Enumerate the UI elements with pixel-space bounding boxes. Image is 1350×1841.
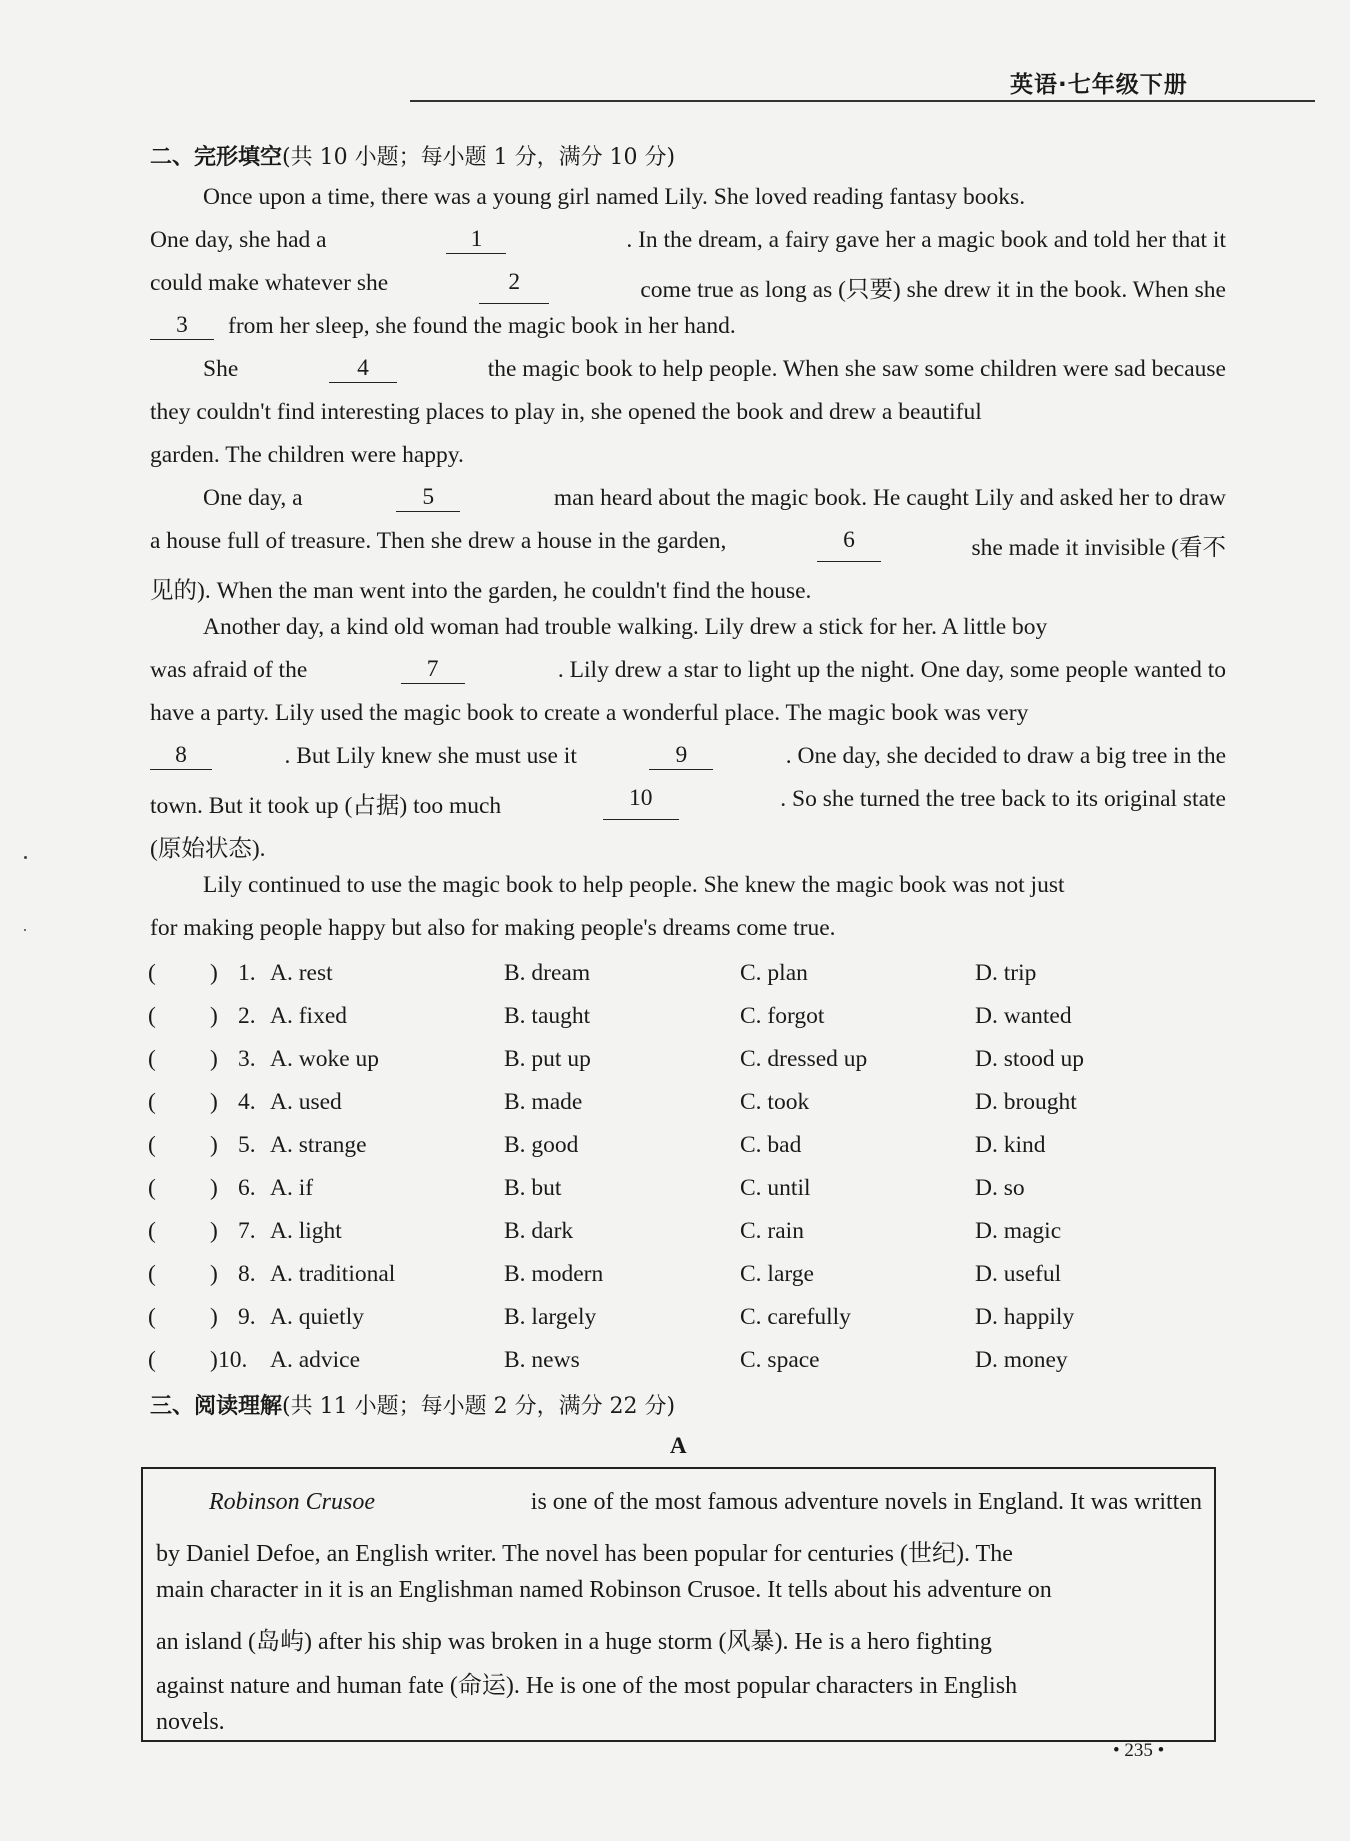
option-b[interactable]: B. news	[504, 1347, 580, 1373]
passage-line	[150, 743, 1226, 770]
passage-line: have a party. Lily used the magic book to create a wonderful place. The magic book was very	[150, 700, 1029, 726]
passage-line: an island (岛屿) after his ship was broken in a huge storm (风暴). He is a hero fighting	[156, 1629, 992, 1655]
passage-line	[203, 485, 1226, 512]
answer-paren-open: (	[148, 1046, 156, 1072]
question-number: 10.	[218, 1347, 248, 1373]
answer-paren-close[interactable]: )	[210, 1304, 218, 1330]
text: a house full of treasure. Then she drew a house in the garden,	[150, 528, 727, 554]
header-rule	[410, 100, 1315, 102]
blank-4[interactable]: 4	[329, 356, 397, 383]
option-d[interactable]: D. money	[975, 1347, 1068, 1373]
question-number: 6.	[238, 1175, 256, 1201]
text: from her sleep, she found the magic book in her hand.	[228, 313, 736, 339]
question-row	[148, 960, 1148, 990]
text: was afraid of the	[150, 657, 308, 683]
passage-line	[150, 313, 1226, 340]
option-d[interactable]: D. happily	[975, 1304, 1075, 1330]
option-a[interactable]: A. strange	[270, 1132, 367, 1158]
question-row	[148, 1347, 1148, 1377]
question-number: 7.	[238, 1218, 256, 1244]
option-c[interactable]: C. took	[740, 1089, 810, 1115]
book-title-italic: Robinson Crusoe	[209, 1489, 376, 1515]
option-c[interactable]: C. carefully	[740, 1304, 851, 1330]
page-number: • 235 •	[1113, 1740, 1165, 1761]
passage-line	[150, 227, 1226, 254]
passage-line: garden. The children were happy.	[150, 442, 464, 468]
section-3-heading	[150, 1389, 675, 1420]
section-2-title: 二、完形填空	[150, 145, 283, 170]
text: . In the dream, a fairy gave her a magic book and told her that it	[626, 227, 1226, 253]
text: the magic book to help people. When she saw some children were sad because	[487, 356, 1226, 382]
passage-line: 见的). When the man went into the garden, he couldn't find the house.	[150, 578, 812, 604]
option-c[interactable]: C. bad	[740, 1132, 802, 1158]
text: man heard about the magic book. He caught Lily and asked her to draw	[553, 485, 1226, 511]
section-3-subtitle: (共 11 小题；每小题 2 分，满分 22 分)	[282, 1394, 676, 1419]
question-number: 5.	[238, 1132, 256, 1158]
passage-line	[203, 356, 1226, 383]
section-2-heading	[150, 140, 675, 171]
passage-line	[150, 657, 1226, 684]
option-d[interactable]: D. wanted	[975, 1003, 1072, 1029]
text: is one of the most famous adventure novels in England. It was written	[530, 1489, 1202, 1515]
option-d[interactable]: D. stood up	[975, 1046, 1085, 1072]
answer-paren-open: (	[148, 1175, 156, 1201]
option-b[interactable]: B. modern	[504, 1261, 604, 1287]
text: could make whatever she	[150, 270, 389, 296]
option-c[interactable]: C. large	[740, 1261, 814, 1287]
option-a[interactable]: A. quietly	[270, 1304, 364, 1330]
text: . But Lily knew she must use it	[284, 743, 577, 769]
passage-line: Once upon a time, there was a young girl named Lily. She loved reading fantasy books.	[203, 184, 1026, 210]
option-b[interactable]: B. but	[504, 1175, 562, 1201]
option-d[interactable]: D. magic	[975, 1218, 1062, 1244]
question-row	[148, 1003, 1148, 1033]
question-number: 3.	[238, 1046, 256, 1072]
margin-mark	[24, 856, 27, 859]
passage-line	[209, 1489, 1202, 1516]
answer-paren-close[interactable]: )	[210, 1046, 218, 1072]
option-c[interactable]: C. forgot	[740, 1003, 825, 1029]
option-b[interactable]: B. dream	[504, 960, 591, 986]
passage-line: main character in it is an Englishman named Robinson Crusoe. It tells about his adventure on	[156, 1577, 1052, 1603]
option-a[interactable]: A. if	[270, 1175, 314, 1201]
option-a[interactable]: A. traditional	[270, 1261, 396, 1287]
question-row	[148, 1261, 1148, 1291]
passage-line	[150, 270, 1226, 304]
section-2-subtitle: (共 10 小题；每小题 1 分，满分 10 分)	[282, 145, 676, 170]
option-b[interactable]: B. good	[504, 1132, 579, 1158]
answer-paren-open: (	[148, 1261, 156, 1287]
option-b[interactable]: B. put up	[504, 1046, 591, 1072]
answer-paren-open: (	[148, 1089, 156, 1115]
passage-line: against nature and human fate (命运). He is one of the most popular characters in English	[156, 1673, 1018, 1699]
answer-paren-open: (	[148, 960, 156, 986]
blank-1[interactable]: 1	[446, 227, 506, 254]
option-c[interactable]: C. until	[740, 1175, 811, 1201]
answer-paren-open: (	[148, 1132, 156, 1158]
blank-3[interactable]: 3	[150, 313, 214, 340]
text: One day, a	[203, 485, 303, 511]
answer-paren-open: (	[148, 1304, 156, 1330]
reading-passage-box	[141, 1467, 1216, 1742]
option-c[interactable]: C. rain	[740, 1218, 804, 1244]
blank-2[interactable]: 2	[479, 270, 549, 304]
text: town. But it took up (占据) too much	[150, 793, 502, 819]
passage-line: (原始状态).	[150, 836, 266, 862]
blank-9[interactable]: 9	[649, 743, 713, 770]
option-d[interactable]: D. so	[975, 1175, 1025, 1201]
text: . So she turned the tree back to its original state	[780, 786, 1226, 812]
passage-line: by Daniel Defoe, an English writer. The novel has been popular for centuries (世纪). The	[156, 1541, 1013, 1567]
text: come true as long as (只要) she drew it in the book. When she	[640, 277, 1226, 303]
answer-paren-close[interactable]: )	[210, 1132, 218, 1158]
option-d[interactable]: D. useful	[975, 1261, 1062, 1287]
option-a[interactable]: A. fixed	[270, 1003, 348, 1029]
passage-line: for making people happy but also for making people's dreams come true.	[150, 915, 836, 941]
answer-paren-close[interactable]: )	[210, 960, 218, 986]
blank-5[interactable]: 5	[396, 485, 460, 512]
section-3-title: 三、阅读理解	[150, 1394, 283, 1419]
option-d[interactable]: D. kind	[975, 1132, 1046, 1158]
option-c[interactable]: C. plan	[740, 960, 808, 986]
question-row	[148, 1046, 1148, 1076]
passage-line	[150, 528, 1226, 562]
answer-paren-close[interactable]: )	[210, 1347, 218, 1373]
text: She	[203, 356, 239, 382]
answer-paren-open: (	[148, 1218, 156, 1244]
question-number: 4.	[238, 1089, 256, 1115]
option-d[interactable]: D. brought	[975, 1089, 1077, 1115]
blank-6[interactable]: 6	[817, 528, 881, 562]
option-d[interactable]: D. trip	[975, 960, 1037, 986]
question-row	[148, 1175, 1148, 1205]
passage-line: Another day, a kind old woman had trouble walking. Lily drew a stick for her. A little boy	[203, 614, 1048, 640]
question-number: 8.	[238, 1261, 256, 1287]
option-b[interactable]: B. dark	[504, 1218, 574, 1244]
text: she made it invisible (看不	[971, 535, 1226, 561]
blank-8[interactable]: 8	[150, 743, 212, 770]
question-number: 9.	[238, 1304, 256, 1330]
passage-line: novels.	[156, 1709, 225, 1735]
option-a[interactable]: A. advice	[270, 1347, 361, 1373]
question-number: 2.	[238, 1003, 256, 1029]
question-row	[148, 1089, 1148, 1119]
option-a[interactable]: A. rest	[270, 960, 333, 986]
answer-paren-close[interactable]: )	[210, 1003, 218, 1029]
option-b[interactable]: B. made	[504, 1089, 583, 1115]
text: . One day, she decided to draw a big tree in the	[785, 743, 1226, 769]
text: One day, she had a	[150, 227, 327, 253]
option-b[interactable]: B. taught	[504, 1003, 591, 1029]
text: . Lily drew a star to light up the night. One day, some people wanted to	[557, 657, 1226, 683]
passage-line: they couldn't find interesting places to play in, she opened the book and drew a beautiful	[150, 399, 982, 425]
book-title: 英语·七年级下册	[1010, 72, 1188, 98]
option-b[interactable]: B. largely	[504, 1304, 597, 1330]
answer-paren-close[interactable]: )	[210, 1261, 218, 1287]
option-c[interactable]: C. dressed up	[740, 1046, 868, 1072]
option-a[interactable]: A. woke up	[270, 1046, 379, 1072]
option-a[interactable]: A. light	[270, 1218, 342, 1244]
question-row	[148, 1218, 1148, 1248]
answer-paren-open: (	[148, 1003, 156, 1029]
passage-line	[150, 786, 1226, 820]
blank-7[interactable]: 7	[401, 657, 465, 684]
answer-paren-close[interactable]: )	[210, 1175, 218, 1201]
option-c[interactable]: C. space	[740, 1347, 820, 1373]
question-row	[148, 1132, 1148, 1162]
blank-10[interactable]: 10	[603, 786, 679, 820]
answer-paren-close[interactable]: )	[210, 1218, 218, 1244]
answer-paren-close[interactable]: )	[210, 1089, 218, 1115]
passage-label: A	[670, 1433, 687, 1458]
option-a[interactable]: A. used	[270, 1089, 342, 1115]
answer-paren-open: (	[148, 1347, 156, 1373]
question-row	[148, 1304, 1148, 1334]
passage-line: Lily continued to use the magic book to help people. She knew the magic book was not just	[203, 872, 1065, 898]
question-number: 1.	[238, 960, 256, 986]
margin-mark	[24, 929, 26, 931]
